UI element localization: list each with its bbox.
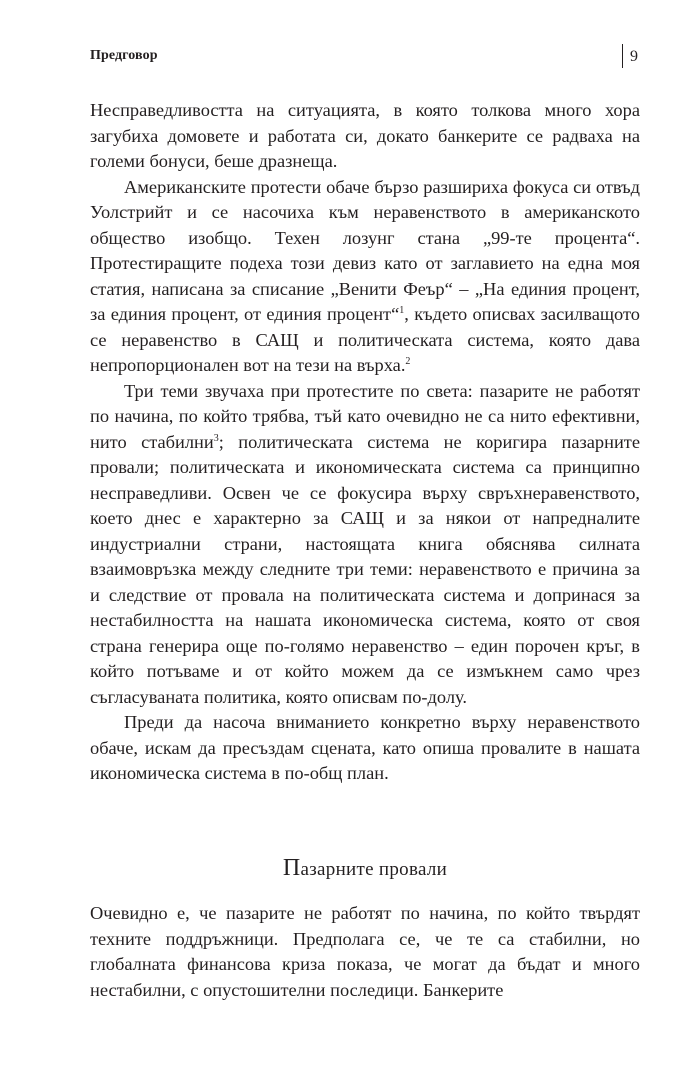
running-head-title: Предговор bbox=[90, 48, 158, 63]
paragraph bbox=[90, 901, 640, 1003]
footnote-marker: 3 bbox=[213, 432, 219, 444]
page-number: 9 bbox=[630, 48, 638, 65]
running-head-divider bbox=[622, 44, 623, 68]
footnote-marker: 1 bbox=[399, 305, 405, 316]
footnote-marker: 2 bbox=[405, 356, 411, 367]
section-heading bbox=[90, 853, 640, 885]
paragraph bbox=[90, 98, 640, 175]
body-text bbox=[90, 98, 640, 787]
paragraph bbox=[90, 710, 640, 787]
section-heading-rest: азарните провали bbox=[300, 859, 448, 880]
paragraph bbox=[90, 175, 640, 379]
running-head bbox=[90, 44, 638, 72]
section-heading-initial: П bbox=[282, 855, 301, 881]
paragraph-text: Преди да насоча вниманието конкретно върху неравенството обаче, искам да пресъздам сцената, като опиша провалите в нашата икономическа система в по-общ план. bbox=[90, 712, 640, 783]
paragraph-text: , където описвах засилващото се неравенство в САЩ и политическата система, която дава непропорционален вот на тези на върха. bbox=[90, 304, 640, 375]
section-body-text bbox=[90, 901, 640, 1003]
paragraph-text: ; политическата система не коригира пазарните провали; политическата и икономическата система са принципно несправедливи. Освен че се фокусира върху свръхнеравенството, което днес е характерно за САЩ и за някои от напредналите индустриални страни, настоящата книга обяснява силната взаимовръзка между следните три теми: неравенството е причина за и следствие от провала на политическата система и допринася за нестабилността на нашата икономическа система, която от своя страна генерира още по-голямо неравенство – един порочен кръг, в който потъваме и от който можем да се измъкнем само чрез съгласуваната политика, която описвам по-долу. bbox=[90, 431, 640, 707]
paragraph-text: Три теми звучаха при протестите по света: пазарите не работят по начина, по който трябва, тъй като очевидно не са нито ефективни, нито стабилни bbox=[90, 380, 640, 452]
paragraph-text: Очевидно е, че пазарите не работят по начина, по който твърдят техните поддръжници. Предполага се, че те са стабилни, но глобалната финансова криза показа, че могат да бъдат и много нестабилни, с опустошителни последици. Банкерите bbox=[90, 903, 640, 1000]
paragraph-text: Американските протести обаче бързо разшириха фокуса си отвъд Уолстрийт и се насочиха към неравенството в американското общество изобщо. Техен лозунг стана „99-те процента“. Протестиращите подеха този девиз като от заглавието на една моя статия, написана за списание „Венити Феър“ – „На единия процент, за единия процент, от единия процент“ bbox=[90, 176, 640, 324]
paragraph bbox=[90, 379, 640, 711]
paragraph-text: Несправедливостта на ситуацията, в която толкова много хора загубиха домовете и работата си, докато банкерите се радваха на големи бонуси, беше дразнеща. bbox=[90, 100, 640, 171]
